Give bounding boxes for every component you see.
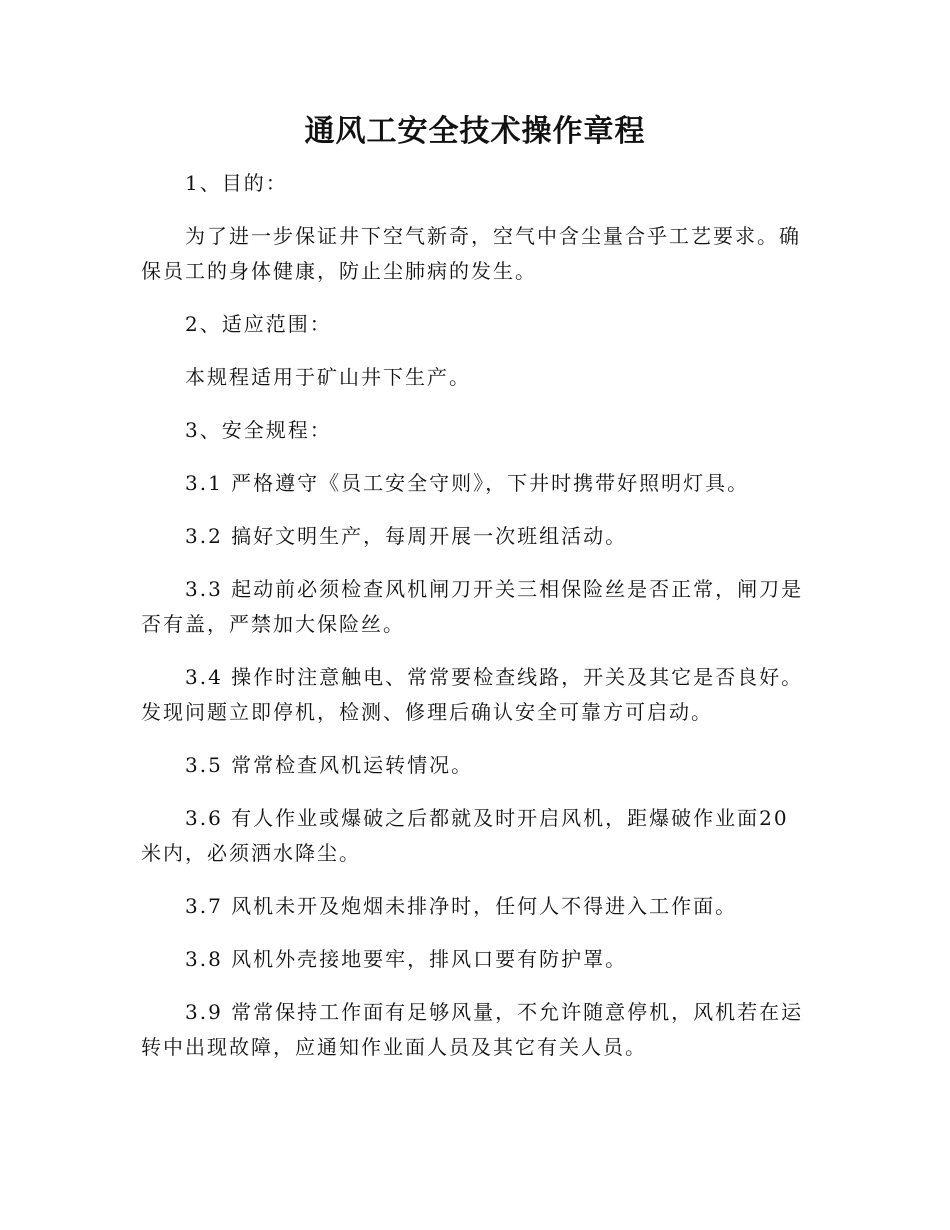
- rule-3-3: 3.3 起动前必须检查风机闸刀开关三相保险丝是否正常，闸刀是否有盖，严禁加大保险丝。: [141, 577, 804, 636]
- document-body: [141, 166, 809, 1083]
- section-heading-scope: 2、适应范围：: [185, 312, 332, 336]
- rule-3-8: 3.8 风机外壳接地要牢，排风口要有防护罩。: [185, 947, 628, 971]
- document-title: 通风工安全技术操作章程: [304, 114, 646, 149]
- rule-3-9: 3.9 常常保持工作面有足够风量，不允许随意停机，风机若在运转中出现故障，应通知作业面人员及其它有关人员。: [141, 1000, 804, 1059]
- scope-paragraph: 本规程适用于矿山井下生产。: [185, 365, 471, 389]
- rule-3-4: 3.4 操作时注意触电、常常要检查线路，开关及其它是否良好。发现问题立即停机，检测、修理后确认安全可靠方可启动。: [141, 665, 804, 724]
- rule-3-5: 3.5 常常检查风机运转情况。: [185, 753, 474, 777]
- purpose-paragraph: 为了进一步保证井下空气新奇，空气中含尘量合乎工艺要求。确保员工的身体健康，防止尘肺病的发生。: [141, 224, 801, 283]
- section-heading-purpose: 1、目的：: [185, 171, 288, 195]
- section-heading-safety-rules: 3、安全规程：: [185, 418, 332, 442]
- rule-3-1: 3.1 严格遵守《员工安全守则》，下井时携带好照明灯具。: [185, 471, 750, 495]
- rule-3-2: 3.2 搞好文明生产，每周开展一次班组活动。: [185, 524, 628, 548]
- rule-3-7: 3.7 风机未开及炮烟未排净时，任何人不得进入工作面。: [185, 894, 738, 918]
- rule-3-6: 3.6 有人作业或爆破之后都就及时开启风机，距爆破作业面20米内，必须洒水降尘。: [141, 806, 789, 865]
